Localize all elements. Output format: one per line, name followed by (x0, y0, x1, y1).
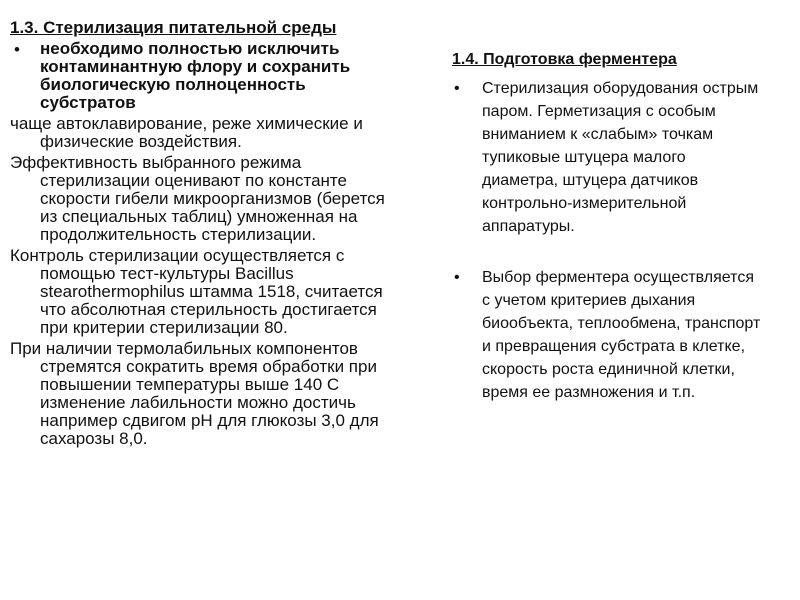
bullet-text: необходимо полностью исключить контаминантную флору и сохранить биологическую полноценность субстратов (40, 39, 351, 112)
paragraph-thermolabile: При наличии термолабильных компонентов стремятся сократить время обработки при повышении температуры выше 140 С изменение лабильности можно достичь например сдвигом рН для глюкозы 3,0 для сахарозы 8,0. (10, 339, 379, 448)
bullet-dot-icon: • (14, 40, 20, 59)
bullet-dot-icon: • (454, 80, 460, 97)
section-heading-sterilization: 1.3. Стерилизация питательной среды (10, 18, 337, 37)
section-heading-fermenter: 1.4. Подготовка ферментера (452, 51, 677, 68)
left-column (10, 18, 390, 448)
list-item-text: Стерилизация оборудования острым паром. Герметизация с особым вниманием к «слабым» точкам тупиковые штуцера малого диаметра, штуцера датчиков контрольно-измерительной аппаратуры. (482, 80, 759, 235)
list-item (452, 77, 762, 238)
paragraph-methods: чаще автоклавирование, реже химические и физические воздействия. (10, 114, 363, 151)
list-item-text: Выбор ферментера осуществляется с учетом критериев дыхания биообъекта, теплообмена, транспорт и превращения субстрата в клетке, скорость роста единичной клетки, время ее размножения и т.п. (482, 269, 761, 401)
right-column (452, 50, 762, 404)
paragraph-control: Контроль стерилизации осуществляется с помощью тест-культуры Bacillus stearothermophilus штамма 1518, считается что абсолютная стерильность достигается при критерии стерилизации 80. (10, 246, 383, 337)
list-item (452, 266, 762, 404)
bullet-item (10, 40, 390, 112)
paragraph-efficiency: Эффективность выбранного режима стерилизации оценивают по константе скорости гибели микроорганизмов (берется из специальных таблиц) умноженная на продолжительность стерилизации. (10, 153, 385, 244)
bullet-dot-icon: • (454, 269, 460, 286)
